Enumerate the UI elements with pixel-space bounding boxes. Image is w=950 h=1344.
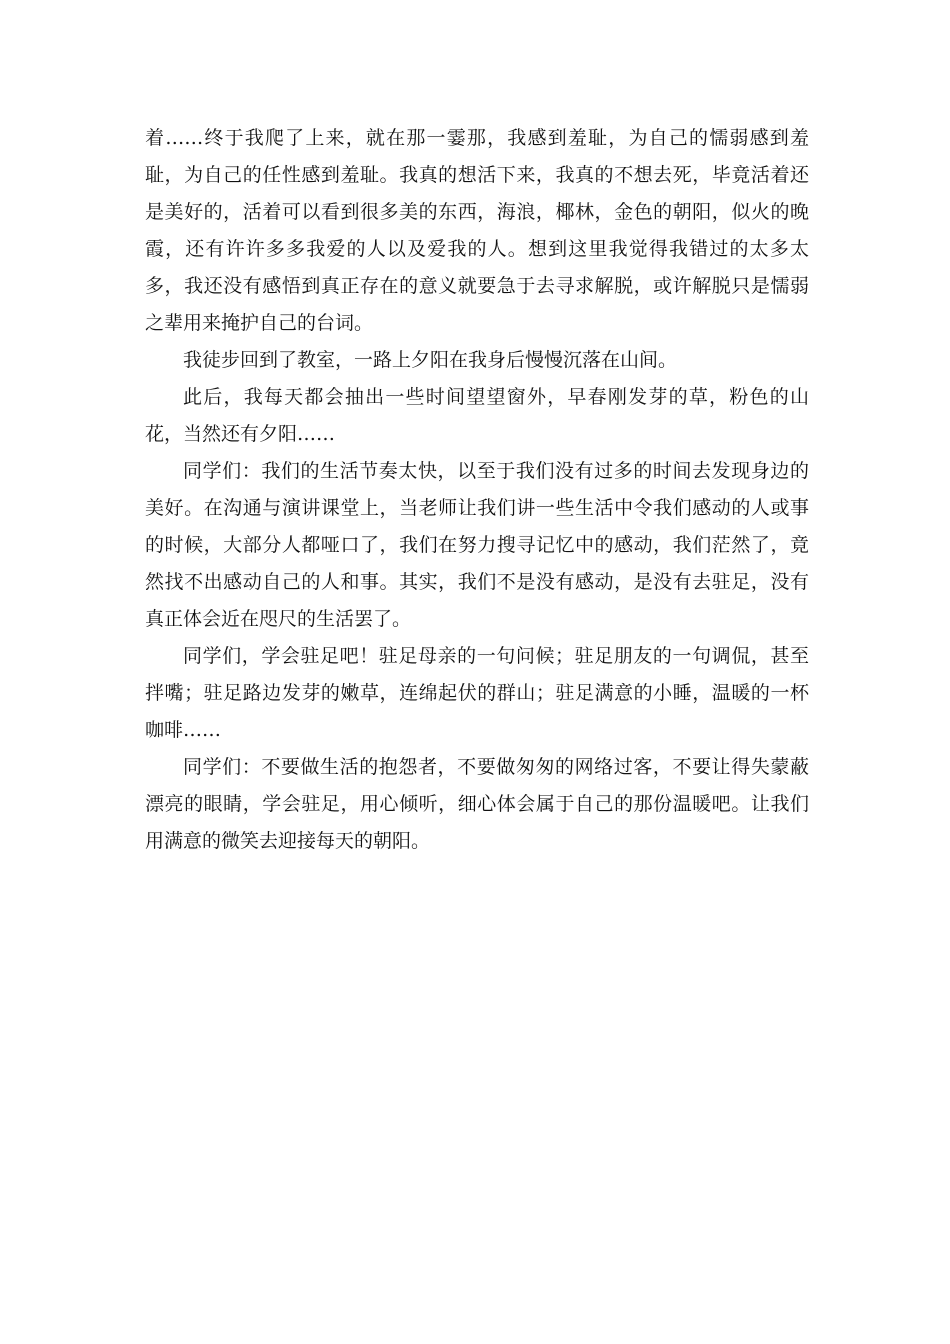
- paragraph-closing: 同学们：不要做生活的抱怨者，不要做匆匆的网络过客，不要让得失蒙蔽漂亮的眼睛，学会驻足，用心倾听，细心体会属于自己的那份温暖吧。让我们用满意的微笑去迎接每天的朝阳。: [145, 756, 809, 852]
- paragraph-look-out-window: 此后，我每天都会抽出一些时间望望窗外，早春刚发芽的草，粉色的山花，当然还有夕阳……: [145, 386, 809, 445]
- paragraph-life-pace: 同学们：我们的生活节奏太快，以至于我们没有过多的时间去发现身边的美好。在沟通与演讲课堂上，当老师让我们讲一些生活中令我们感动的人或事的时候，大部分人都哑口了，我们在努力搜寻记忆中的感动，我们茫然了，竟然找不出感动自己的人和事。其实，我们不是没有感动，是没有去驻足，没有真正体会近在咫尺的生活罢了。: [145, 460, 809, 630]
- paragraph-continuation: 着……终于我爬了上来，就在那一霎那，我感到羞耻，为自己的懦弱感到羞耻，为自己的任性感到羞耻。我真的想活下来，我真的不想去死，毕竟活着还是美好的，活着可以看到很多美的东西，海浪，椰林，金色的朝阳，似火的晚霞，还有许许多多我爱的人以及爱我的人。想到这里我觉得我错过的太多太多，我还没有感悟到真正存在的意义就要急于去寻求解脱，或许解脱只是懦弱之辈用来掩护自己的台词。: [145, 127, 809, 334]
- document-body: [145, 120, 809, 860]
- paragraph-learn-to-pause: 同学们，学会驻足吧！驻足母亲的一句问候；驻足朋友的一句调侃，甚至拌嘴；驻足路边发芽的嫩草，连绵起伏的群山；驻足满意的小睡，温暖的一杯咖啡……: [145, 645, 809, 741]
- paragraph-return-to-classroom: 我徒步回到了教室，一路上夕阳在我身后慢慢沉落在山间。: [183, 349, 678, 371]
